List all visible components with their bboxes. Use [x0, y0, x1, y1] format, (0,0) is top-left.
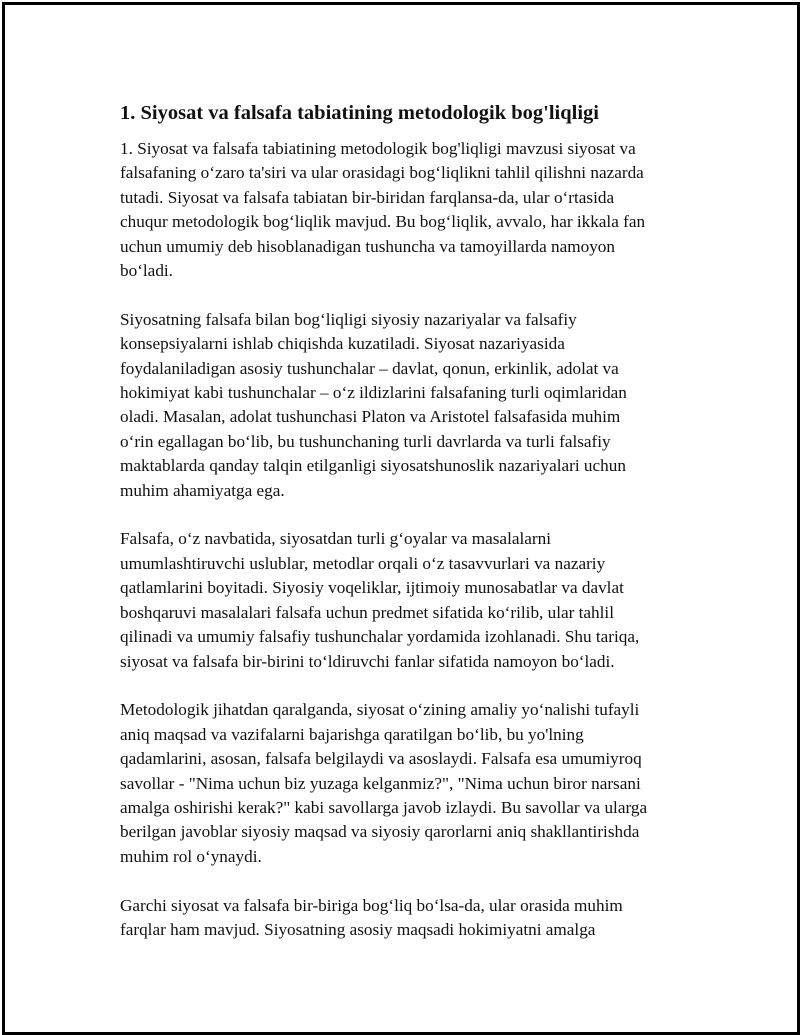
section-heading: 1. Siyosat va falsafa tabiatining metodologik bog'liqligi	[120, 102, 599, 124]
text-line: berilgan javoblar siyosiy maqsad va siyosiy qarorlarni aniq shakllantirishda	[120, 822, 640, 842]
text-line: falsafaning o‘zaro ta'siri va ular orasidagi bog‘liqlikni tahlil qilishni nazarda	[120, 163, 644, 183]
text-line: konsepsiyalarni ishlab chiqishda kuzatiladi. Siyosat nazariyasida	[120, 334, 565, 354]
text-line: chuqur metodologik bog‘liqlik mavjud. Bu bog‘liqlik, avvalo, har ikkala fan	[120, 212, 646, 232]
text-line: bo‘ladi.	[120, 261, 173, 281]
text-line: o‘rin egallagan bo‘lib, bu tushunchaning turli davrlarda va turli falsafiy	[120, 431, 611, 451]
text-line: Siyosatning falsafa bilan bog‘liqligi siyosiy nazariyalar va falsafiy	[120, 309, 577, 329]
text-line: Garchi siyosat va falsafa bir-biriga bog‘liq bo‘lsa-da, ular orasida muhim	[120, 895, 623, 915]
text-line: siyosat va falsafa bir-birini to‘ldiruvchi fanlar sifatida namoyon bo‘ladi.	[120, 651, 615, 671]
paragraph-3	[120, 527, 700, 673]
text-line: Metodologik jihatdan qaralganda, siyosat o‘zining amaliy yo‘nalishi tufayli	[120, 700, 640, 720]
text-line: 1. Siyosat va falsafa tabiatining metodologik bog'liqligi mavzusi siyosat va	[120, 139, 636, 158]
text-line: savollar - "Nima uchun biz yuzaga kelganmiz?", "Nima uchun biror narsani	[120, 773, 641, 793]
paragraph-5	[120, 894, 700, 943]
text-line: qadamlarini, asosan, falsafa belgilaydi va asoslaydi. Falsafa esa umumiyroq	[120, 749, 642, 769]
document-body	[120, 101, 700, 967]
paragraph-1	[120, 137, 700, 283]
text-line: muhim rol o‘ynaydi.	[120, 846, 262, 866]
text-line: foydalaniladigan asosiy tushunchalar – davlat, qonun, erkinlik, adolat va	[120, 358, 619, 378]
text-line: oladi. Masalan, adolat tushunchasi Platon va Aristotel falsafasida muhim	[120, 407, 621, 427]
text-line: tutadi. Siyosat va falsafa tabiatan bir-biridan farqlansa-da, ular o‘rtasida	[120, 187, 615, 207]
text-line: qatlamlarini boyitadi. Siyosiy voqeliklar, ijtimoiy munosabatlar va davlat	[120, 578, 624, 598]
paragraph-2	[120, 308, 700, 503]
text-line: qilinadi va umumiy falsafiy tushunchalar yordamida izohlanadi. Shu tariqa,	[120, 627, 640, 647]
text-line: farqlar ham mavjud. Siyosatning asosiy maqsadi hokimiyatni amalga	[120, 919, 596, 939]
text-line: amalga oshirishi kerak?" kabi savollarga javob izlaydi. Bu savollar va ularga	[120, 797, 648, 817]
paragraph-4	[120, 698, 700, 869]
text-line: Falsafa, o‘z navbatida, siyosatdan turli g‘oyalar va masalalarni	[120, 529, 551, 549]
text-line: boshqaruvi masalalari falsafa uchun predmet sifatida ko‘rilib, ular tahlil	[120, 602, 614, 622]
text-line: uchun umumiy deb hisoblanadigan tushuncha va tamoyillarda namoyon	[120, 236, 615, 256]
text-line: umumlashtiruvchi uslublar, metodlar orqali o‘z tasavvurlari va nazariy	[120, 553, 606, 573]
text-line: aniq maqsad va vazifalarni bajarishga qaratilgan bo‘lib, bu yo'lning	[120, 724, 584, 744]
text-line: maktablarda qanday talqin etilganligi siyosatshunoslik nazariyalari uchun	[120, 456, 626, 476]
text-line: muhim ahamiyatga ega.	[120, 480, 285, 500]
text-line: hokimiyat kabi tushunchalar – o‘z ildizlarini falsafaning turli oqimlaridan	[120, 383, 627, 403]
document-page	[2, 2, 800, 1035]
